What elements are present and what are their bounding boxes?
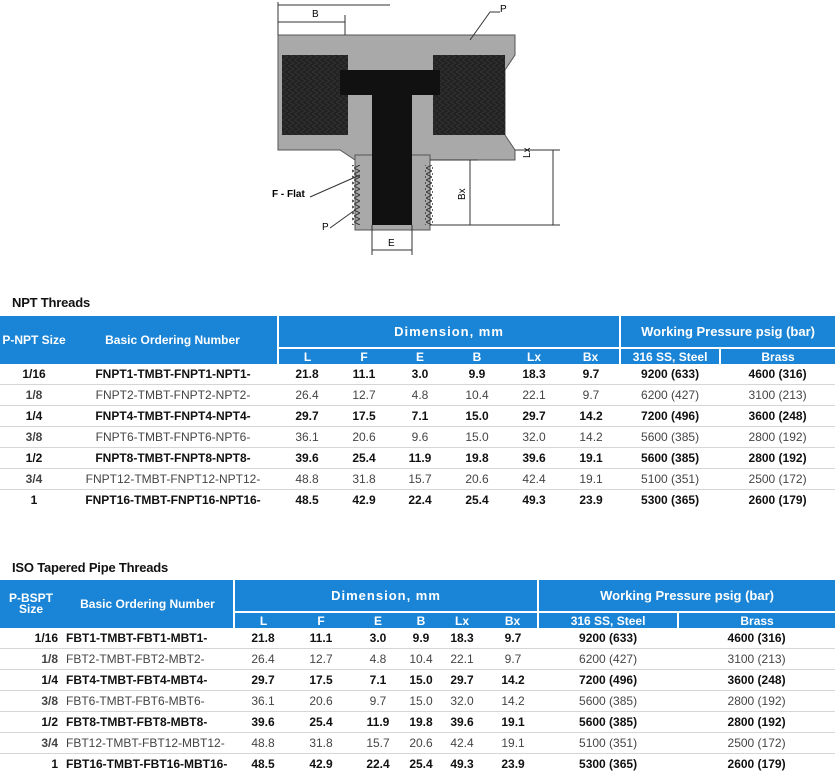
- cell-ordering: FBT1-TMBT-FBT1-MBT1-: [62, 628, 234, 649]
- header-col: E: [392, 348, 448, 364]
- table-row: [0, 628, 835, 649]
- cell-L: 39.6: [278, 448, 336, 469]
- cell-F: 31.8: [292, 733, 350, 754]
- cell-Lx: 49.3: [450, 757, 474, 771]
- cell-F: 25.4: [292, 712, 350, 733]
- table-row: [0, 406, 835, 427]
- npt-section-title: NPT Threads: [12, 295, 90, 310]
- cell-F: 17.5: [336, 406, 392, 427]
- label-p-bottom: P: [322, 222, 329, 233]
- cell-size: 3/8: [0, 691, 62, 712]
- cell-Bx: 19.1: [562, 469, 620, 490]
- label-bx: Bx: [457, 188, 468, 200]
- cell-E: 3.0: [350, 628, 406, 649]
- branch-bore: [372, 95, 412, 225]
- cell-B: 15.0: [448, 427, 506, 448]
- cell-Lx: 42.4: [506, 469, 562, 490]
- cell-E: 3.0: [392, 364, 448, 385]
- cell-F: 25.4: [336, 448, 392, 469]
- cell-B: 15.0: [406, 691, 436, 712]
- cell-L: 29.7: [234, 670, 292, 691]
- cell-size: 1/2: [0, 712, 62, 733]
- cell-Lx: 18.3: [436, 628, 488, 649]
- male-thread-left: [352, 165, 360, 225]
- header-col: F: [336, 348, 392, 364]
- cell-ss: 5600 (385): [538, 691, 678, 712]
- cell-E: 15.7: [392, 469, 448, 490]
- table-row: [0, 670, 835, 691]
- cell-brass: 2800 (192): [678, 712, 835, 733]
- cell-brass: 3100 (213): [720, 385, 835, 406]
- header-pressure: Working Pressure psig (bar): [538, 580, 835, 612]
- cell-Bx: 9.7: [488, 628, 538, 649]
- cell-Lx: 39.6: [506, 448, 562, 469]
- cell-ordering: FBT6-TMBT-FBT6-MBT6-: [62, 691, 234, 712]
- cell-size: 1/2: [0, 448, 68, 469]
- header-col: Bx: [562, 348, 620, 364]
- cell-E: 9.6: [392, 427, 448, 448]
- header-col: F: [292, 612, 350, 628]
- cell-ss: 6200 (427): [538, 649, 678, 670]
- cell-ss: 5600 (385): [620, 427, 720, 448]
- cell-E: 11.9: [350, 712, 406, 733]
- label-b: B: [312, 9, 319, 20]
- iso-table: [0, 580, 835, 774]
- cell-L: 26.4: [278, 385, 336, 406]
- table-row: [0, 754, 835, 775]
- cell-B: 9.9: [406, 628, 436, 649]
- table-row: [0, 385, 835, 406]
- cell-L: 48.5: [295, 493, 319, 507]
- cell-L: 36.1: [234, 691, 292, 712]
- cell-ordering: FNPT8-TMBT-FNPT8-NPT8-: [68, 448, 278, 469]
- cell-ordering: FBT16-TMBT-FBT16-MBT16-: [66, 757, 228, 771]
- cell-size: 1: [30, 493, 38, 507]
- cell-Bx: 14.2: [562, 427, 620, 448]
- cell-brass: 3600 (248): [678, 670, 835, 691]
- table-row: [0, 733, 835, 754]
- cell-Bx: 23.9: [501, 757, 525, 771]
- cell-ordering: FBT12-TMBT-FBT12-MBT12-: [62, 733, 234, 754]
- cell-F: 31.8: [336, 469, 392, 490]
- cell-ordering: FBT8-TMBT-FBT8-MBT8-: [62, 712, 234, 733]
- cell-ss: 5600 (385): [538, 712, 678, 733]
- header-col: Lx: [506, 348, 562, 364]
- cell-ordering: FNPT12-TMBT-FNPT12-NPT12-: [68, 469, 278, 490]
- label-e: E: [388, 238, 395, 249]
- cell-L: 21.8: [278, 364, 336, 385]
- cell-size: 1: [51, 757, 58, 771]
- cell-B: 19.8: [448, 448, 506, 469]
- table-row: [0, 469, 835, 490]
- header-dimension: Dimension, mm: [234, 580, 538, 612]
- header-size: P-BSPT Size: [0, 580, 62, 628]
- cell-B: 15.0: [448, 406, 506, 427]
- tee-fitting-diagram: [0, 0, 835, 275]
- header-dimension: Dimension, mm: [278, 316, 620, 348]
- cell-B: 25.4: [409, 757, 433, 771]
- cell-E: 9.7: [350, 691, 406, 712]
- cell-Bx: 9.7: [562, 385, 620, 406]
- cell-Bx: 19.1: [488, 712, 538, 733]
- cell-ss: 5300 (365): [641, 493, 700, 507]
- cell-Bx: 9.7: [488, 649, 538, 670]
- cell-Bx: 9.7: [562, 364, 620, 385]
- cell-E: 7.1: [350, 670, 406, 691]
- cell-Lx: 18.3: [506, 364, 562, 385]
- cell-ordering: FBT4-TMBT-FBT4-MBT4-: [62, 670, 234, 691]
- table-row: [0, 691, 835, 712]
- cell-ss: 6200 (427): [620, 385, 720, 406]
- cell-brass: 2500 (172): [720, 469, 835, 490]
- cell-Lx: 29.7: [506, 406, 562, 427]
- cell-ordering: FBT2-TMBT-FBT2-MBT2-: [62, 649, 234, 670]
- cell-ss: 7200 (496): [620, 406, 720, 427]
- cell-ordering: FNPT2-TMBT-FNPT2-NPT2-: [68, 385, 278, 406]
- cell-B: 9.9: [448, 364, 506, 385]
- cell-F: 20.6: [336, 427, 392, 448]
- cell-ss: 9200 (633): [620, 364, 720, 385]
- cell-E: 22.4: [408, 493, 432, 507]
- cell-B: 20.6: [406, 733, 436, 754]
- cell-E: 11.9: [392, 448, 448, 469]
- cell-ss: 5100 (351): [620, 469, 720, 490]
- table-row: [0, 427, 835, 448]
- iso-section-title: ISO Tapered Pipe Threads: [12, 560, 169, 575]
- cell-ss: 9200 (633): [538, 628, 678, 649]
- cell-Lx: 32.0: [436, 691, 488, 712]
- header-col: Lx: [436, 612, 488, 628]
- cell-Bx: 23.9: [579, 493, 603, 507]
- cell-F: 11.1: [336, 364, 392, 385]
- cell-L: 21.8: [234, 628, 292, 649]
- header-pressure: Working Pressure psig (bar): [620, 316, 835, 348]
- header-col: B: [448, 348, 506, 364]
- table-row: [0, 364, 835, 385]
- header-col: Brass: [678, 612, 835, 628]
- cell-ss: 5100 (351): [538, 733, 678, 754]
- cell-B: 10.4: [406, 649, 436, 670]
- cell-Lx: 32.0: [506, 427, 562, 448]
- header-col: E: [350, 612, 406, 628]
- cell-ss: 5600 (385): [620, 448, 720, 469]
- cell-F: 17.5: [292, 670, 350, 691]
- cell-Bx: 19.1: [562, 448, 620, 469]
- header-col: L: [278, 348, 336, 364]
- cell-brass: 4600 (316): [678, 628, 835, 649]
- header-ordering: Basic Ordering Number: [62, 580, 234, 628]
- cell-Bx: 14.2: [488, 691, 538, 712]
- cell-F: 20.6: [292, 691, 350, 712]
- table-row: [0, 712, 835, 733]
- cell-L: 48.8: [234, 733, 292, 754]
- cell-B: 15.0: [406, 670, 436, 691]
- cell-Bx: 14.2: [562, 406, 620, 427]
- cell-size: 1/4: [0, 670, 62, 691]
- cell-E: 15.7: [350, 733, 406, 754]
- cell-Lx: 29.7: [436, 670, 488, 691]
- header-col: Bx: [488, 612, 538, 628]
- cell-L: 39.6: [234, 712, 292, 733]
- cell-brass: 3100 (213): [678, 649, 835, 670]
- cell-L: 48.5: [251, 757, 275, 771]
- cell-ss: 5300 (365): [579, 757, 638, 771]
- npt-table: [0, 316, 835, 510]
- cell-brass: 4600 (316): [720, 364, 835, 385]
- male-thread-right: [425, 165, 433, 225]
- cell-ordering: FNPT6-TMBT-FNPT6-NPT6-: [68, 427, 278, 448]
- cell-B: 20.6: [448, 469, 506, 490]
- header-col: 316 SS, Steel: [538, 612, 678, 628]
- cell-E: 7.1: [392, 406, 448, 427]
- table-row: [0, 448, 835, 469]
- header-col: 316 SS, Steel: [620, 348, 720, 364]
- label-lx: Lx: [522, 147, 533, 158]
- label-p-top: P: [500, 4, 507, 15]
- cell-B: 19.8: [406, 712, 436, 733]
- cell-E: 4.8: [392, 385, 448, 406]
- cell-size: 1/16: [0, 364, 68, 385]
- cell-brass: 2600 (179): [727, 757, 786, 771]
- cell-Bx: 19.1: [488, 733, 538, 754]
- cell-Lx: 39.6: [436, 712, 488, 733]
- cell-E: 4.8: [350, 649, 406, 670]
- cell-Lx: 22.1: [436, 649, 488, 670]
- cell-brass: 2800 (192): [720, 427, 835, 448]
- cell-Lx: 42.4: [436, 733, 488, 754]
- cell-size: 3/4: [0, 469, 68, 490]
- cell-L: 26.4: [234, 649, 292, 670]
- cell-size: 1/8: [0, 385, 68, 406]
- cell-Bx: 14.2: [488, 670, 538, 691]
- cell-B: 25.4: [465, 493, 489, 507]
- cell-brass: 2800 (192): [720, 448, 835, 469]
- cell-ordering: FNPT4-TMBT-FNPT4-NPT4-: [68, 406, 278, 427]
- cell-F: 12.7: [336, 385, 392, 406]
- cell-size: 3/8: [0, 427, 68, 448]
- cell-size: 1/8: [0, 649, 62, 670]
- cell-brass: 2500 (172): [678, 733, 835, 754]
- table-row: [0, 649, 835, 670]
- cell-E: 22.4: [366, 757, 390, 771]
- cell-size: 1/4: [0, 406, 68, 427]
- cell-size: 1/16: [0, 628, 62, 649]
- header-col: L: [234, 612, 292, 628]
- header-col: B: [406, 612, 436, 628]
- header-ordering: Basic Ordering Number: [68, 316, 278, 364]
- cell-ordering: FNPT1-TMBT-FNPT1-NPT1-: [68, 364, 278, 385]
- cell-F: 42.9: [309, 757, 333, 771]
- cell-Lx: 22.1: [506, 385, 562, 406]
- table-row: [0, 490, 835, 511]
- cell-brass: 2800 (192): [678, 691, 835, 712]
- cell-size: 3/4: [0, 733, 62, 754]
- label-f-flat: F - Flat: [272, 189, 305, 200]
- header-col: Brass: [720, 348, 835, 364]
- cell-L: 36.1: [278, 427, 336, 448]
- cell-ss: 7200 (496): [538, 670, 678, 691]
- cell-B: 10.4: [448, 385, 506, 406]
- cell-ordering: FNPT16-TMBT-FNPT16-NPT16-: [85, 493, 261, 507]
- cell-brass: 3600 (248): [720, 406, 835, 427]
- cell-brass: 2600 (179): [748, 493, 807, 507]
- header-size: P-NPT Size: [0, 316, 68, 364]
- cell-L: 48.8: [278, 469, 336, 490]
- cell-F: 12.7: [292, 649, 350, 670]
- cell-F: 11.1: [292, 628, 350, 649]
- cell-L: 29.7: [278, 406, 336, 427]
- cell-F: 42.9: [352, 493, 376, 507]
- cell-Lx: 49.3: [522, 493, 546, 507]
